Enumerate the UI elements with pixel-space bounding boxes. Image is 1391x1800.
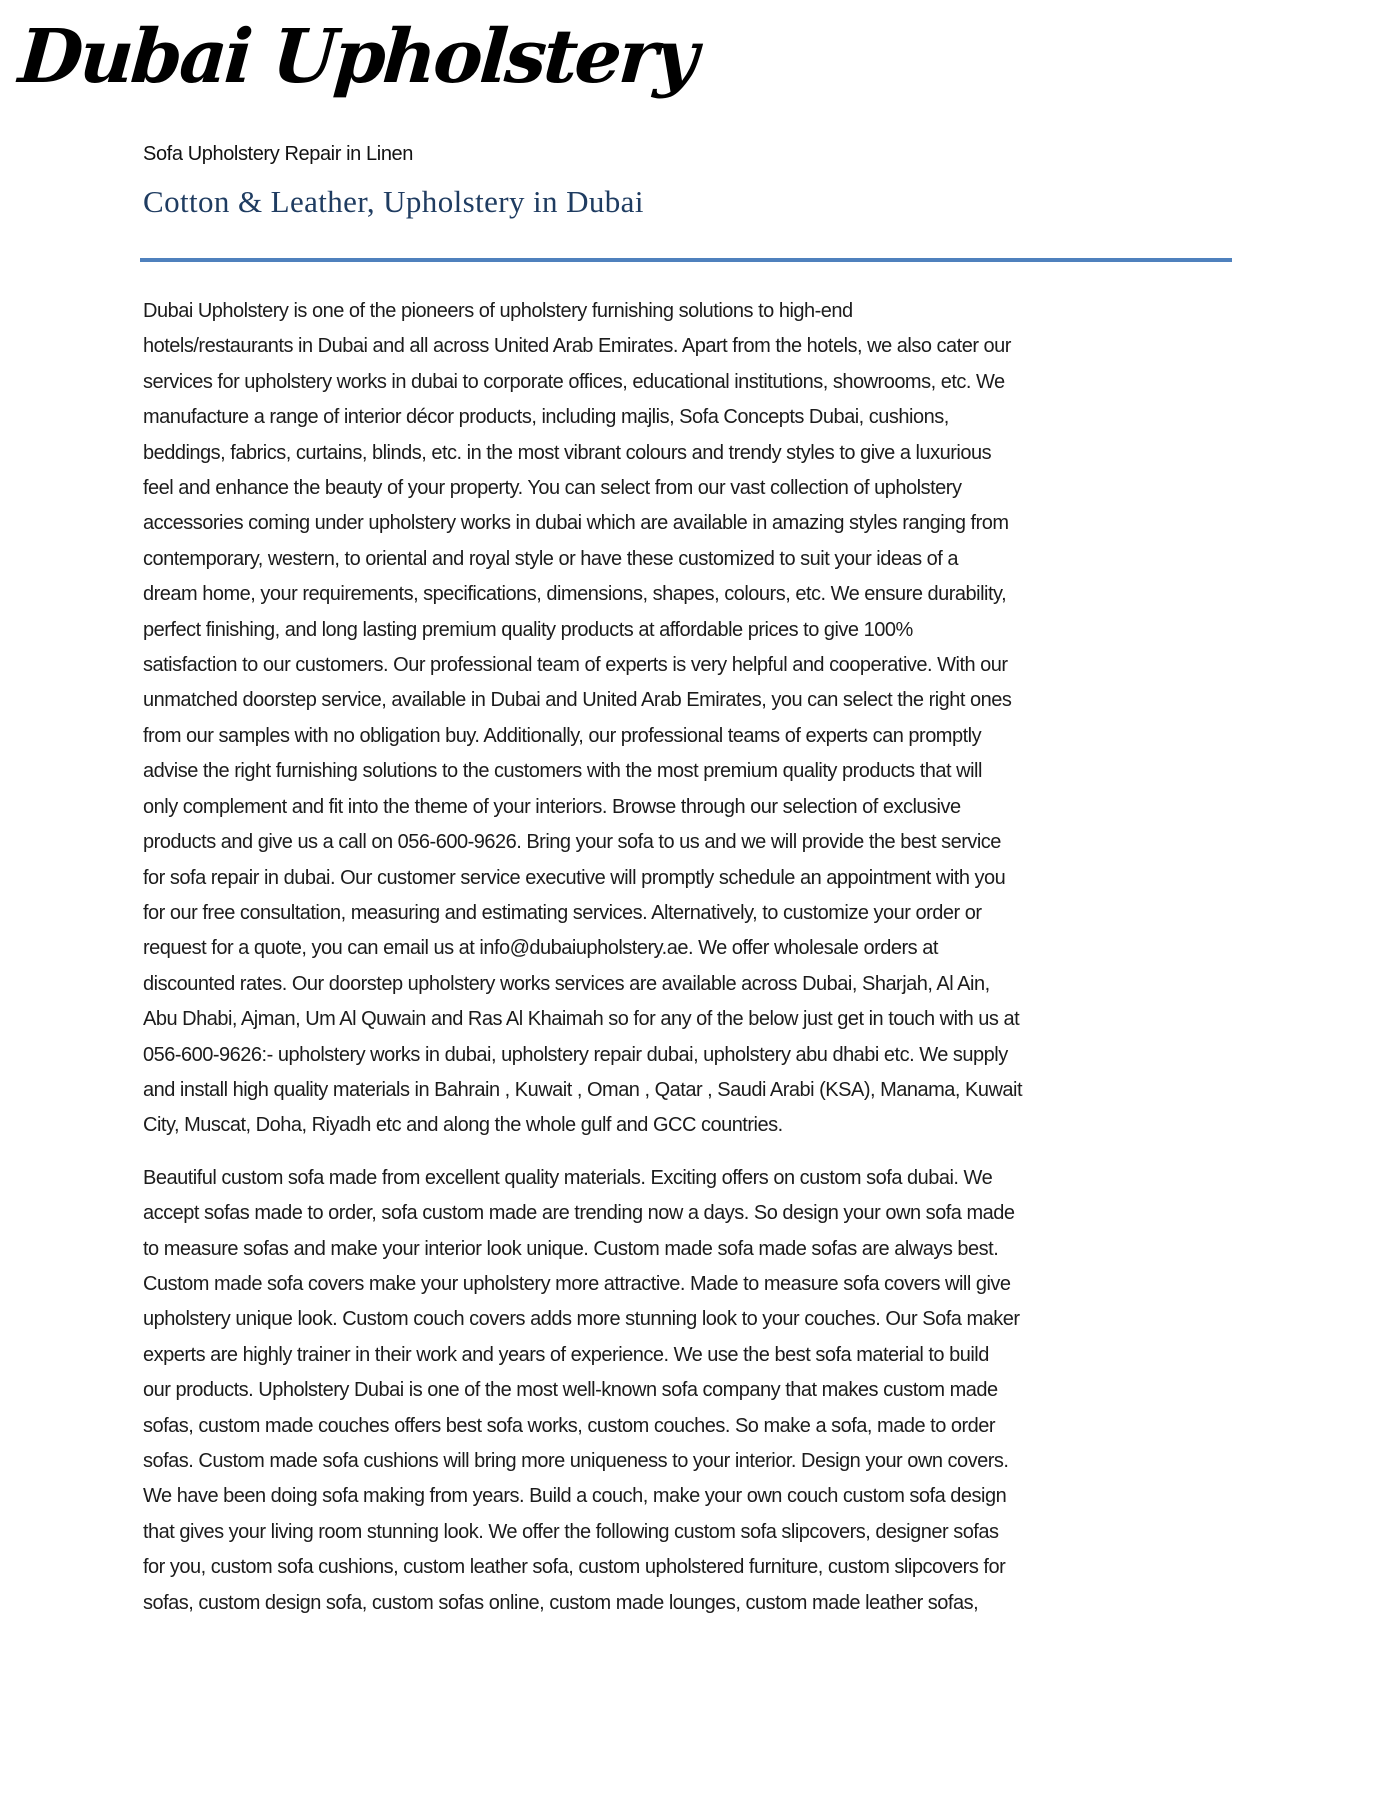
page-title: Cotton & Leather, Upholstery in Dubai <box>143 184 644 219</box>
text-line: sofas, custom made couches offers best sofa works, custom couches. So make a sofa, made to order <box>143 1414 996 1437</box>
text-line: beddings, fabrics, curtains, blinds, etc. in the most vibrant colours and trendy styles to give a luxurious <box>143 441 992 464</box>
text-line: to measure sofas and make your interior look unique. Custom made sofa made sofas are always best. <box>143 1237 999 1260</box>
text-line: discounted rates. Our doorstep upholstery works services are available across Dubai, Sharjah, Al Ain, <box>143 972 990 995</box>
heading-underline-rule <box>140 258 1232 262</box>
text-line: advise the right furnishing solutions to the customers with the most premium quality products that will <box>143 760 982 783</box>
text-line: for you, custom sofa cushions, custom leather sofa, custom upholstered furniture, custom slipcovers for <box>143 1556 1006 1579</box>
paragraph-custom-sofa <box>143 1161 1238 1621</box>
text-line: from our samples with no obligation buy. Additionally, our professional teams of experts can promptly <box>143 724 982 747</box>
text-line: Abu Dhabi, Ajman, Um Al Quwain and Ras Al Khaimah so for any of the below just get in touch with us at <box>143 1008 1020 1031</box>
text-line: and install high quality materials in Bahrain , Kuwait , Oman , Qatar , Saudi Arabi (KSA), Manama, Kuwait <box>143 1078 1023 1101</box>
text-line: manufacture a range of interior décor products, including majlis, Sofa Concepts Dubai, cushions, <box>143 406 949 429</box>
text-line: experts are highly trainer in their work and years of experience. We use the best sofa material to build <box>143 1343 989 1366</box>
subtitle-sofa-upholstery-repair: Sofa Upholstery Repair in Linen <box>143 143 413 165</box>
text-line: perfect finishing, and long lasting premium quality products at affordable prices to give 100% <box>143 618 913 641</box>
text-line: only complement and fit into the theme of your interiors. Browse through our selection of exclusive <box>143 795 961 818</box>
text-line: accept sofas made to order, sofa custom made are trending now a days. So design your own sofa made <box>143 1202 1015 1225</box>
text-line: contemporary, western, to oriental and royal style or have these customized to suit your ideas of a <box>143 547 959 570</box>
document-body <box>143 294 1238 1621</box>
text-line: request for a quote, you can email us at info@dubaiupholstery.ae. We offer wholesale orders at <box>143 937 938 960</box>
text-line: services for upholstery works in dubai to corporate offices, educational institutions, showrooms, etc. We <box>143 370 1005 393</box>
text-line: for our free consultation, measuring and estimating services. Alternatively, to customize your order or <box>143 901 982 924</box>
dubai-upholstery-logo: Dubai Upholstery <box>16 14 699 100</box>
text-line: hotels/restaurants in Dubai and all across United Arab Emirates. Apart from the hotels, we also cater our <box>143 335 1011 358</box>
text-line: dream home, your requirements, specifications, dimensions, shapes, colours, etc. We ensure durability, <box>143 583 1007 606</box>
text-line: Dubai Upholstery is one of the pioneers of upholstery furnishing solutions to high-end <box>143 300 853 322</box>
text-line: accessories coming under upholstery works in dubai which are available in amazing styles ranging from <box>143 512 1009 535</box>
text-line: our products. Upholstery Dubai is one of the most well-known sofa company that makes custom made <box>143 1379 998 1402</box>
text-line: Beautiful custom sofa made from excellent quality materials. Exciting offers on custom sofa dubai. We <box>143 1166 993 1189</box>
text-line: satisfaction to our customers. Our professional team of experts is very helpful and cooperative. With our <box>143 654 1008 677</box>
text-line: upholstery unique look. Custom couch covers adds more stunning look to your couches. Our Sofa maker <box>143 1308 1020 1331</box>
text-line: Custom made sofa covers make your upholstery more attractive. Made to measure sofa covers will give <box>143 1272 1011 1295</box>
text-line: sofas, custom design sofa, custom sofas online, custom made lounges, custom made leather sofas, <box>143 1591 979 1614</box>
text-line: We have been doing sofa making from years. Build a couch, make your own couch custom sofa design <box>143 1485 1007 1508</box>
paragraph-intro <box>143 294 1238 1144</box>
text-line: sofas. Custom made sofa cushions will bring more uniqueness to your interior. Design your own covers. <box>143 1450 1009 1472</box>
text-line: City, Muscat, Doha, Riyadh etc and along the whole gulf and GCC countries. <box>143 1114 783 1137</box>
text-line: products and give us a call on 056-600-9626. Bring your sofa to us and we will provide the best service <box>143 831 1001 854</box>
text-line: feel and enhance the beauty of your property. You can select from our vast collection of upholstery <box>143 477 962 500</box>
text-line: unmatched doorstep service, available in Dubai and United Arab Emirates, you can select the right ones <box>143 689 1012 712</box>
text-line: that gives your living room stunning look. We offer the following custom sofa slipcovers, designer sofas <box>143 1520 999 1543</box>
text-line: 056-600-9626:- upholstery works in dubai, upholstery repair dubai, upholstery abu dhabi etc. We supply <box>143 1043 1008 1066</box>
text-line: for sofa repair in dubai. Our customer service executive will promptly schedule an appointment with you <box>143 866 1006 889</box>
